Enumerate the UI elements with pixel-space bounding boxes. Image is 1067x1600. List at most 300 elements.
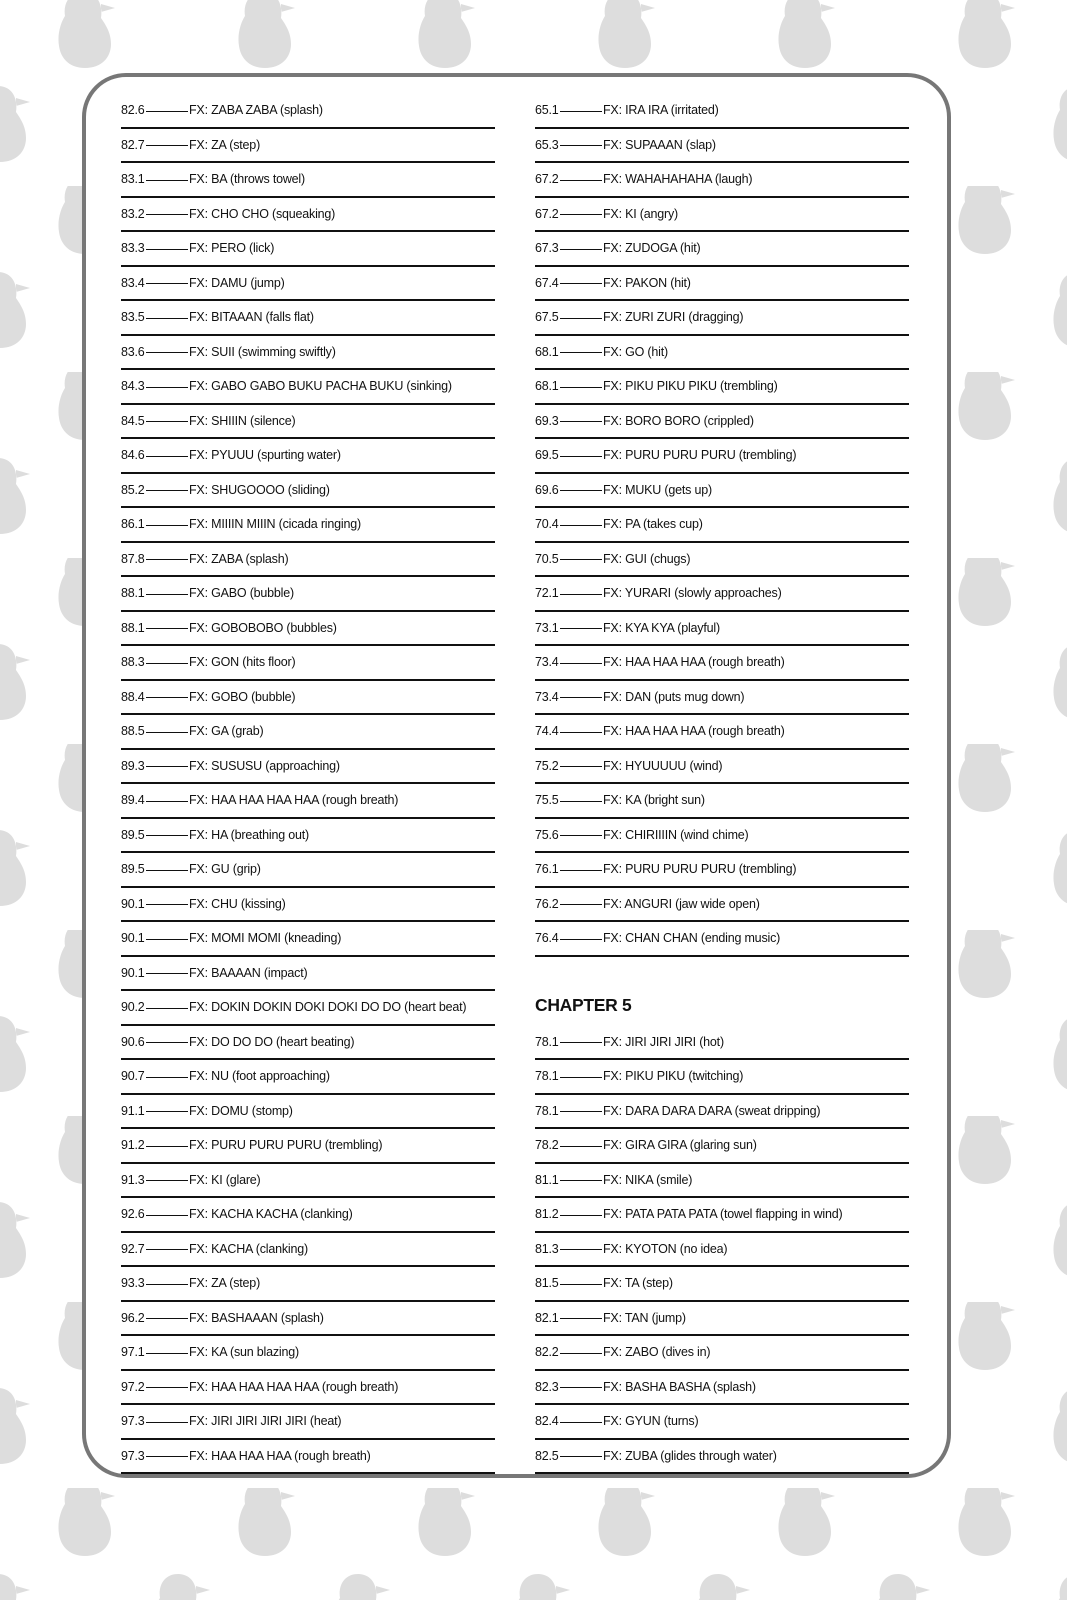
fx-translation: FX: ZUBA (glides through water) bbox=[603, 1448, 777, 1463]
page-panel-ref: 67.4 bbox=[535, 275, 559, 290]
fx-entry bbox=[121, 474, 495, 509]
fx-translation: FX: ZABO (dives in) bbox=[603, 1345, 711, 1360]
fx-entry bbox=[121, 681, 495, 716]
fx-entry bbox=[121, 853, 495, 888]
leader-line bbox=[560, 111, 602, 112]
chapter-heading: CHAPTER 5 bbox=[535, 994, 632, 1015]
fx-translation: FX: BORO BORO (crippled) bbox=[603, 413, 754, 428]
fx-entry bbox=[121, 1440, 495, 1475]
leader-line bbox=[146, 145, 188, 146]
fx-translation: FX: NU (foot approaching) bbox=[189, 1069, 330, 1084]
fx-translation: FX: PIKU PIKU PIKU (trembling) bbox=[603, 379, 778, 394]
fx-translation: FX: GOBOBOBO (bubbles) bbox=[189, 620, 337, 635]
fx-entry bbox=[121, 129, 495, 164]
fx-translation: FX: ZABA (splash) bbox=[189, 551, 289, 566]
fx-entry bbox=[121, 1198, 495, 1233]
fx-translation: FX: PATA PATA PATA (towel flapping in wind) bbox=[603, 1207, 843, 1222]
page-panel-ref: 90.7 bbox=[121, 1069, 145, 1084]
fx-entry bbox=[121, 198, 495, 233]
page-panel-ref: 81.5 bbox=[535, 1276, 559, 1291]
fx-translation: FX: GA (grab) bbox=[189, 724, 264, 739]
right-fx-column bbox=[535, 94, 909, 1474]
fx-entry bbox=[535, 1060, 909, 1095]
leader-line bbox=[560, 1456, 602, 1457]
fx-entry bbox=[535, 1095, 909, 1130]
leader-line bbox=[560, 352, 602, 353]
fx-translation: FX: GU (grip) bbox=[189, 862, 261, 877]
leader-line bbox=[560, 1146, 602, 1147]
leader-line bbox=[560, 456, 602, 457]
fx-entry bbox=[535, 646, 909, 681]
page-panel-ref: 82.3 bbox=[535, 1379, 559, 1394]
fx-translation: FX: MIIIIN MIIIN (cicada ringing) bbox=[189, 517, 361, 532]
leader-line bbox=[560, 939, 602, 940]
fx-translation: FX: KI (angry) bbox=[603, 206, 678, 221]
leader-line bbox=[146, 318, 188, 319]
page-panel-ref: 91.3 bbox=[121, 1172, 145, 1187]
fx-entry bbox=[535, 405, 909, 440]
fx-translation: FX: GOBO (bubble) bbox=[189, 689, 296, 704]
page-panel-ref: 83.5 bbox=[121, 310, 145, 325]
fx-entry bbox=[121, 1026, 495, 1061]
fx-entry bbox=[535, 163, 909, 198]
leader-line bbox=[146, 1353, 188, 1354]
leader-line bbox=[146, 939, 188, 940]
fx-translation: FX: CHO CHO (squeaking) bbox=[189, 206, 336, 221]
page-panel-ref: 75.6 bbox=[535, 827, 559, 842]
page-panel-ref: 84.5 bbox=[121, 413, 145, 428]
page-panel-ref: 78.2 bbox=[535, 1138, 559, 1153]
fx-entry bbox=[535, 301, 909, 336]
leader-line bbox=[146, 1111, 188, 1112]
fx-entry bbox=[121, 1095, 495, 1130]
fx-translation: FX: ZA (step) bbox=[189, 1276, 261, 1291]
fx-translation: FX: HAA HAA HAA HAA (rough breath) bbox=[189, 793, 399, 808]
leader-line bbox=[560, 180, 602, 181]
fx-entry bbox=[535, 715, 909, 750]
fx-entry bbox=[121, 1164, 495, 1199]
leader-line bbox=[560, 490, 602, 491]
fx-entry bbox=[121, 646, 495, 681]
fx-entry bbox=[535, 1336, 909, 1371]
leader-line bbox=[560, 421, 602, 422]
page-panel-ref: 73.1 bbox=[535, 620, 559, 635]
fx-translation: FX: SHIIIN (silence) bbox=[189, 413, 296, 428]
fx-translation: FX: KI (glare) bbox=[189, 1172, 261, 1187]
fx-translation: FX: MUKU (gets up) bbox=[603, 482, 712, 497]
leader-line bbox=[560, 249, 602, 250]
fx-entry bbox=[535, 750, 909, 785]
fx-entry bbox=[121, 267, 495, 302]
page-panel-ref: 84.3 bbox=[121, 379, 145, 394]
fx-entry bbox=[535, 439, 909, 474]
leader-line bbox=[560, 801, 602, 802]
leader-line bbox=[560, 835, 602, 836]
fx-translation: FX: KYOTON (no idea) bbox=[603, 1241, 728, 1256]
fx-entry bbox=[121, 1060, 495, 1095]
fx-translation: FX: PAKON (hit) bbox=[603, 275, 691, 290]
page-panel-ref: 83.4 bbox=[121, 275, 145, 290]
fx-entry bbox=[535, 129, 909, 164]
leader-line bbox=[146, 1215, 188, 1216]
page-panel-ref: 88.3 bbox=[121, 655, 145, 670]
leader-line bbox=[146, 421, 188, 422]
fx-translation: FX: PURU PURU PURU (trembling) bbox=[603, 448, 797, 463]
page-panel-ref: 82.1 bbox=[535, 1310, 559, 1325]
page-panel-ref: 93.3 bbox=[121, 1276, 145, 1291]
fx-entry bbox=[535, 370, 909, 405]
fx-translation: FX: BAAAAN (impact) bbox=[189, 965, 308, 980]
fx-entry bbox=[535, 853, 909, 888]
leader-line bbox=[146, 456, 188, 457]
page-panel-ref: 97.3 bbox=[121, 1448, 145, 1463]
leader-line bbox=[560, 1180, 602, 1181]
leader-line bbox=[146, 111, 188, 112]
leader-line bbox=[560, 1284, 602, 1285]
leader-line bbox=[560, 1318, 602, 1319]
leader-line bbox=[560, 1111, 602, 1112]
fx-translation: FX: KYA KYA (playful) bbox=[603, 620, 720, 635]
leader-line bbox=[146, 628, 188, 629]
leader-line bbox=[560, 318, 602, 319]
page-panel-ref: 76.4 bbox=[535, 931, 559, 946]
page-panel-ref: 89.3 bbox=[121, 758, 145, 773]
page-panel-ref: 82.6 bbox=[121, 103, 145, 118]
leader-line bbox=[146, 525, 188, 526]
leader-line bbox=[146, 594, 188, 595]
fx-translation: FX: PURU PURU PURU (trembling) bbox=[189, 1138, 383, 1153]
page-panel-ref: 75.5 bbox=[535, 793, 559, 808]
fx-entry bbox=[121, 301, 495, 336]
leader-line bbox=[146, 732, 188, 733]
page-panel-ref: 97.3 bbox=[121, 1414, 145, 1429]
page-panel-ref: 84.6 bbox=[121, 448, 145, 463]
page-panel-ref: 90.2 bbox=[121, 1000, 145, 1015]
fx-translation: FX: SUPAAAN (slap) bbox=[603, 137, 716, 152]
leader-line bbox=[560, 732, 602, 733]
page-panel-ref: 87.8 bbox=[121, 551, 145, 566]
leader-line bbox=[146, 180, 188, 181]
leader-line bbox=[146, 1456, 188, 1457]
fx-translation: FX: SHUGOOOO (sliding) bbox=[189, 482, 330, 497]
page-panel-ref: 88.4 bbox=[121, 689, 145, 704]
fx-translation: FX: HAA HAA HAA (rough breath) bbox=[603, 724, 785, 739]
leader-line bbox=[560, 1042, 602, 1043]
leader-line bbox=[146, 870, 188, 871]
fx-entry bbox=[535, 577, 909, 612]
page-panel-ref: 68.1 bbox=[535, 379, 559, 394]
leader-line bbox=[146, 283, 188, 284]
page-panel-ref: 82.4 bbox=[535, 1414, 559, 1429]
fx-translation: FX: GIRA GIRA (glaring sun) bbox=[603, 1138, 757, 1153]
leader-line bbox=[146, 904, 188, 905]
fx-translation: FX: KACHA (clanking) bbox=[189, 1241, 308, 1256]
page-panel-ref: 67.2 bbox=[535, 206, 559, 221]
page-panel-ref: 89.4 bbox=[121, 793, 145, 808]
fx-translation: FX: KACHA KACHA (clanking) bbox=[189, 1207, 353, 1222]
page-panel-ref: 88.5 bbox=[121, 724, 145, 739]
fx-entry bbox=[121, 784, 495, 819]
fx-entry bbox=[121, 1129, 495, 1164]
fx-entry bbox=[121, 750, 495, 785]
fx-translation: FX: DAMU (jump) bbox=[189, 275, 285, 290]
leader-line bbox=[146, 766, 188, 767]
page-panel-ref: 85.2 bbox=[121, 482, 145, 497]
fx-entry bbox=[121, 94, 495, 129]
leader-line bbox=[146, 1042, 188, 1043]
page-panel-ref: 97.1 bbox=[121, 1345, 145, 1360]
page-panel-ref: 76.2 bbox=[535, 896, 559, 911]
leader-line bbox=[560, 904, 602, 905]
fx-translation: FX: DOKIN DOKIN DOKI DOKI DO DO (heart beat) bbox=[189, 1000, 467, 1015]
fx-translation: FX: SUSUSU (approaching) bbox=[189, 758, 340, 773]
fx-entry bbox=[121, 405, 495, 440]
page-panel-ref: 68.1 bbox=[535, 344, 559, 359]
page-panel-ref: 96.2 bbox=[121, 1310, 145, 1325]
fx-entry bbox=[535, 474, 909, 509]
fx-translation: FX: BASHAAAN (splash) bbox=[189, 1310, 324, 1325]
fx-translation: FX: PYUUU (spurting water) bbox=[189, 448, 341, 463]
page-panel-ref: 81.1 bbox=[535, 1172, 559, 1187]
leader-line bbox=[560, 1387, 602, 1388]
page-panel-ref: 73.4 bbox=[535, 689, 559, 704]
fx-entry bbox=[121, 336, 495, 371]
leader-line bbox=[560, 559, 602, 560]
fx-entry bbox=[535, 1405, 909, 1440]
page-panel-ref: 90.6 bbox=[121, 1034, 145, 1049]
page-panel-ref: 74.4 bbox=[535, 724, 559, 739]
leader-line bbox=[146, 1387, 188, 1388]
fx-entry bbox=[535, 336, 909, 371]
page-panel-ref: 92.7 bbox=[121, 1241, 145, 1256]
fx-entry bbox=[121, 543, 495, 578]
fx-translation: FX: ZABA ZABA (splash) bbox=[189, 103, 323, 118]
fx-translation: FX: GABO (bubble) bbox=[189, 586, 294, 601]
fx-translation: FX: GABO GABO BUKU PACHA BUKU (sinking) bbox=[189, 379, 452, 394]
leader-line bbox=[560, 697, 602, 698]
fx-translation: FX: GO (hit) bbox=[603, 344, 668, 359]
page-panel-ref: 69.3 bbox=[535, 413, 559, 428]
page-panel-ref: 82.7 bbox=[121, 137, 145, 152]
leader-line bbox=[146, 249, 188, 250]
page-panel-ref: 89.5 bbox=[121, 827, 145, 842]
leader-line bbox=[560, 283, 602, 284]
fx-translation: FX: BA (throws towel) bbox=[189, 172, 305, 187]
fx-entry bbox=[535, 267, 909, 302]
fx-entry bbox=[535, 198, 909, 233]
leader-line bbox=[146, 214, 188, 215]
fx-entry bbox=[121, 370, 495, 405]
fx-entry bbox=[535, 1302, 909, 1337]
fx-entry bbox=[121, 612, 495, 647]
page-panel-ref: 86.1 bbox=[121, 517, 145, 532]
leader-line bbox=[146, 973, 188, 974]
leader-line bbox=[560, 1077, 602, 1078]
fx-entry bbox=[121, 957, 495, 992]
leader-line bbox=[560, 1249, 602, 1250]
fx-translation: FX: KA (sun blazing) bbox=[189, 1345, 299, 1360]
fx-entry bbox=[121, 819, 495, 854]
fx-entry bbox=[121, 1371, 495, 1406]
fx-translation: FX: ZA (step) bbox=[189, 137, 261, 152]
fx-translation: FX: HYUUUUU (wind) bbox=[603, 758, 723, 773]
page-panel-ref: 90.1 bbox=[121, 965, 145, 980]
leader-line bbox=[146, 697, 188, 698]
fx-entry bbox=[121, 508, 495, 543]
fx-entry bbox=[535, 681, 909, 716]
fx-entry bbox=[121, 922, 495, 957]
fx-translation: FX: BASHA BASHA (splash) bbox=[603, 1379, 756, 1394]
page-panel-ref: 83.1 bbox=[121, 172, 145, 187]
right-fx-list-top bbox=[535, 94, 909, 957]
leader-line bbox=[146, 1008, 188, 1009]
page-panel-ref: 81.3 bbox=[535, 1241, 559, 1256]
fx-entry bbox=[535, 784, 909, 819]
leader-line bbox=[560, 1353, 602, 1354]
fx-entry bbox=[121, 1336, 495, 1371]
fx-entry bbox=[535, 922, 909, 957]
fx-entry bbox=[121, 577, 495, 612]
fx-translation: FX: WAHAHAHAHA (laugh) bbox=[603, 172, 753, 187]
fx-translation: FX: PA (takes cup) bbox=[603, 517, 703, 532]
fx-entry bbox=[535, 888, 909, 923]
fx-translation: FX: DOMU (stomp) bbox=[189, 1103, 293, 1118]
fx-translation: FX: TA (step) bbox=[603, 1276, 673, 1291]
leader-line bbox=[560, 628, 602, 629]
page-panel-ref: 69.5 bbox=[535, 448, 559, 463]
leader-line bbox=[146, 1077, 188, 1078]
page-panel-ref: 92.6 bbox=[121, 1207, 145, 1222]
page-panel-ref: 78.1 bbox=[535, 1034, 559, 1049]
leader-line bbox=[146, 1422, 188, 1423]
leader-line bbox=[560, 870, 602, 871]
page-panel-ref: 67.5 bbox=[535, 310, 559, 325]
fx-entry bbox=[121, 888, 495, 923]
fx-entry bbox=[535, 508, 909, 543]
leader-line bbox=[560, 663, 602, 664]
leader-line bbox=[560, 525, 602, 526]
fx-entry bbox=[535, 1198, 909, 1233]
page-panel-ref: 90.1 bbox=[121, 896, 145, 911]
fx-translation: FX: ANGURI (jaw wide open) bbox=[603, 896, 760, 911]
leader-line bbox=[560, 214, 602, 215]
fx-entry bbox=[535, 94, 909, 129]
page-panel-ref: 97.2 bbox=[121, 1379, 145, 1394]
fx-entry bbox=[535, 1026, 909, 1061]
leader-line bbox=[146, 1180, 188, 1181]
page-panel-ref: 82.5 bbox=[535, 1448, 559, 1463]
fx-entry bbox=[121, 1267, 495, 1302]
fx-translation: FX: KA (bright sun) bbox=[603, 793, 705, 808]
fx-translation: FX: MOMI MOMI (kneading) bbox=[189, 931, 342, 946]
fx-translation: FX: YURARI (slowly approaches) bbox=[603, 586, 782, 601]
fx-translation: FX: CHAN CHAN (ending music) bbox=[603, 931, 781, 946]
fx-translation: FX: ZURI ZURI (dragging) bbox=[603, 310, 744, 325]
fx-translation: FX: CHIRIIIIN (wind chime) bbox=[603, 827, 749, 842]
fx-entry bbox=[535, 819, 909, 854]
page-panel-ref: 67.2 bbox=[535, 172, 559, 187]
fx-translation: FX: IRA IRA (irritated) bbox=[603, 103, 719, 118]
page-panel-ref: 70.5 bbox=[535, 551, 559, 566]
page-panel-ref: 82.2 bbox=[535, 1345, 559, 1360]
fx-entry bbox=[535, 1164, 909, 1199]
fx-entry bbox=[121, 1302, 495, 1337]
fx-translation: FX: GUI (chugs) bbox=[603, 551, 691, 566]
page-panel-ref: 65.1 bbox=[535, 103, 559, 118]
leader-line bbox=[560, 145, 602, 146]
fx-translation: FX: GYUN (turns) bbox=[603, 1414, 699, 1429]
page-panel-ref: 75.2 bbox=[535, 758, 559, 773]
page-panel-ref: 88.1 bbox=[121, 620, 145, 635]
page-panel-ref: 69.6 bbox=[535, 482, 559, 497]
page-panel-ref: 83.2 bbox=[121, 206, 145, 221]
fx-translation: FX: HAA HAA HAA (rough breath) bbox=[189, 1448, 371, 1463]
page-panel-ref: 90.1 bbox=[121, 931, 145, 946]
fx-entry bbox=[535, 612, 909, 647]
fx-translation: FX: DARA DARA DARA (sweat dripping) bbox=[603, 1103, 821, 1118]
leader-line bbox=[146, 1284, 188, 1285]
leader-line bbox=[146, 663, 188, 664]
page-panel-ref: 89.5 bbox=[121, 862, 145, 877]
fx-entry bbox=[121, 715, 495, 750]
fx-entry bbox=[535, 1233, 909, 1268]
fx-translation: FX: DAN (puts mug down) bbox=[603, 689, 745, 704]
fx-translation: FX: HA (breathing out) bbox=[189, 827, 309, 842]
page-panel-ref: 91.2 bbox=[121, 1138, 145, 1153]
page-panel-ref: 73.4 bbox=[535, 655, 559, 670]
fx-translation: FX: PERO (lick) bbox=[189, 241, 275, 256]
leader-line bbox=[146, 801, 188, 802]
fx-entry bbox=[121, 991, 495, 1026]
leader-line bbox=[146, 1318, 188, 1319]
fx-translation: FX: ZUDOGA (hit) bbox=[603, 241, 701, 256]
page-panel-ref: 83.3 bbox=[121, 241, 145, 256]
fx-entry bbox=[535, 232, 909, 267]
fx-translation: FX: BITAAAN (falls flat) bbox=[189, 310, 314, 325]
leader-line bbox=[560, 766, 602, 767]
fx-entry bbox=[535, 543, 909, 578]
fx-translation: FX: JIRI JIRI JIRI (hot) bbox=[603, 1034, 724, 1049]
page-panel-ref: 78.1 bbox=[535, 1069, 559, 1084]
page-panel-ref: 65.3 bbox=[535, 137, 559, 152]
page-panel-ref: 76.1 bbox=[535, 862, 559, 877]
left-fx-column bbox=[121, 94, 495, 1474]
fx-entry bbox=[121, 1405, 495, 1440]
page-panel-ref: 67.3 bbox=[535, 241, 559, 256]
leader-line bbox=[146, 352, 188, 353]
page-panel-ref: 72.1 bbox=[535, 586, 559, 601]
leader-line bbox=[146, 490, 188, 491]
fx-translation: FX: HAA HAA HAA (rough breath) bbox=[603, 655, 785, 670]
leader-line bbox=[560, 594, 602, 595]
leader-line bbox=[146, 1249, 188, 1250]
fx-translation: FX: NIKA (smile) bbox=[603, 1172, 693, 1187]
leader-line bbox=[146, 387, 188, 388]
fx-translation: FX: DO DO DO (heart beating) bbox=[189, 1034, 355, 1049]
leader-line bbox=[560, 387, 602, 388]
fx-translation: FX: CHU (kissing) bbox=[189, 896, 286, 911]
page-panel-ref: 81.2 bbox=[535, 1207, 559, 1222]
page-panel-ref: 78.1 bbox=[535, 1103, 559, 1118]
leader-line bbox=[146, 559, 188, 560]
fx-entry bbox=[121, 232, 495, 267]
leader-line bbox=[560, 1422, 602, 1423]
fx-translation: FX: SUII (swimming swiftly) bbox=[189, 344, 336, 359]
leader-line bbox=[560, 1215, 602, 1216]
fx-entry bbox=[121, 439, 495, 474]
fx-translation: FX: GON (hits floor) bbox=[189, 655, 296, 670]
fx-entry bbox=[535, 1267, 909, 1302]
